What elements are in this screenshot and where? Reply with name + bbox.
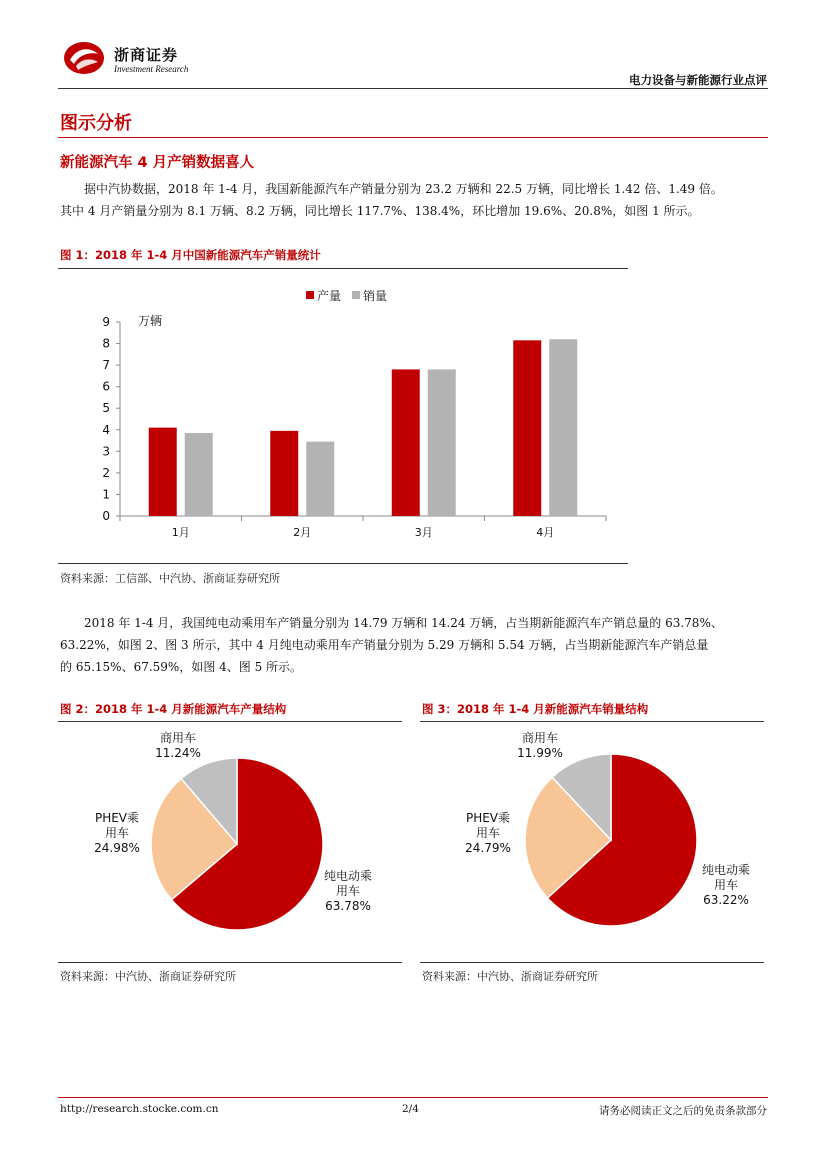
y-tick-label: 1 (102, 487, 110, 502)
y-tick-label: 4 (102, 422, 110, 437)
pie-label: 纯电动乘 (701, 863, 751, 877)
figure-3-top-rule (420, 721, 764, 722)
figure-2-top-rule (58, 721, 402, 722)
bar-production (270, 431, 298, 516)
x-tick-label: 4月 (536, 526, 555, 539)
pie-label: 用车 (104, 826, 130, 840)
bar-sales (306, 442, 334, 516)
footer-disclaimer: 请务必阅读正文之后的免责条款部分 (599, 1105, 767, 1117)
x-tick-label: 2月 (293, 526, 312, 539)
paragraph-2-line-1: 2018 年 1-4 月，我国纯电动乘用车产销量分别为 14.79 万辆和 14.24 万辆，占当期新能源汽车产销总量的 63.78%、 (84, 616, 723, 630)
section-divider (58, 137, 768, 138)
y-tick-label: 3 (102, 444, 110, 459)
production-structure-pie (58, 724, 402, 960)
y-tick-label: 9 (102, 315, 110, 329)
figure-1-source: 资料来源：工信部、中汽协、浙商证券研究所 (60, 572, 280, 585)
logo-english-name: Investment Research (114, 64, 189, 74)
bar-sales (549, 339, 577, 516)
section-title: 图示分析 (60, 113, 132, 134)
subsection-title: 新能源汽车 4 月产销数据喜人 (60, 155, 255, 171)
pie-label: 24.98% (94, 841, 140, 855)
pie-label: 24.79% (465, 841, 511, 855)
y-tick-label: 5 (102, 401, 110, 416)
figure-1-top-rule (58, 268, 628, 269)
figure-2-title: 图 2：2018 年 1-4 月新能源汽车产量结构 (60, 702, 287, 716)
page-number: 2/4 (402, 1103, 419, 1115)
pie-label: 商用车 (521, 731, 559, 745)
pie-label: 用车 (335, 884, 361, 898)
bar-production (392, 369, 420, 516)
figure-2-bottom-rule (58, 962, 402, 963)
pie-label: 用车 (713, 878, 739, 892)
bar-production (513, 340, 541, 516)
footer-url[interactable]: http://research.stocke.com.cn (60, 1103, 219, 1115)
y-tick-label: 2 (102, 465, 110, 480)
y-tick-label: 8 (102, 336, 110, 351)
y-tick-label: 0 (102, 509, 110, 523)
legend-swatch (352, 291, 360, 299)
report-type: 电力设备与新能源行业点评 (629, 73, 767, 87)
pie-label: 11.24% (155, 746, 201, 760)
y-tick-label: 6 (102, 379, 110, 394)
bar-production (149, 428, 177, 516)
pie-label: PHEV乘 (94, 811, 140, 825)
pie-label: PHEV乘 (465, 811, 511, 825)
figure-3-bottom-rule (420, 962, 764, 963)
pie-label: 纯电动乘 (323, 869, 373, 883)
y-unit-label: 万辆 (138, 314, 163, 328)
x-tick-label: 3月 (414, 526, 433, 539)
company-logo (62, 38, 106, 76)
paragraph-2 (60, 612, 768, 678)
legend-label: 产量 (317, 289, 342, 303)
sales-structure-pie (420, 724, 764, 960)
x-tick-label: 1月 (171, 526, 190, 539)
paragraph-1 (60, 178, 768, 222)
paragraph-1-line-1: 据中汽协数据，2018 年 1-4 月，我国新能源汽车产销量分别为 23.2 万辆和 22.5 万辆，同比增长 1.42 倍、1.49 倍。 (84, 182, 723, 196)
header-divider (58, 88, 768, 89)
bar-sales (185, 433, 213, 516)
logo-chinese-name: 浙商证券 (114, 46, 179, 64)
y-tick-label: 7 (102, 358, 110, 373)
figure-3-source: 资料来源：中汽协、浙商证券研究所 (422, 970, 598, 983)
figure-2-source: 资料来源：中汽协、浙商证券研究所 (60, 970, 236, 983)
figure-1-title: 图 1：2018 年 1-4 月中国新能源汽车产销量统计 (60, 248, 321, 262)
pie-label: 63.22% (703, 893, 749, 907)
pie-label: 11.99% (517, 746, 563, 760)
legend-swatch (306, 291, 314, 299)
bar-chart (58, 278, 628, 558)
paragraph-1-line-2: 其中 4 月产销量分别为 8.1 万辆、8.2 万辆，同比增长 117.7%、138.4%，环比增加 19.6%、20.8%，如图 1 所示。 (60, 204, 700, 218)
pie-label: 63.78% (325, 899, 371, 913)
paragraph-2-line-2: 63.22%，如图 2、图 3 所示，其中 4 月纯电动乘用车产销量分别为 5.29 万辆和 5.54 万辆，占当期新能源汽车产销总量 (60, 638, 709, 652)
legend-label: 销量 (363, 289, 388, 303)
figure-3-title: 图 3：2018 年 1-4 月新能源汽车销量结构 (422, 702, 649, 716)
pie-label: 商用车 (159, 731, 197, 745)
bar-sales (428, 369, 456, 516)
pie-label: 用车 (475, 826, 501, 840)
paragraph-2-line-3: 的 65.15%、67.59%，如图 4、图 5 所示。 (60, 660, 303, 674)
figure-1-bottom-rule (58, 563, 628, 564)
footer-divider (58, 1097, 768, 1098)
